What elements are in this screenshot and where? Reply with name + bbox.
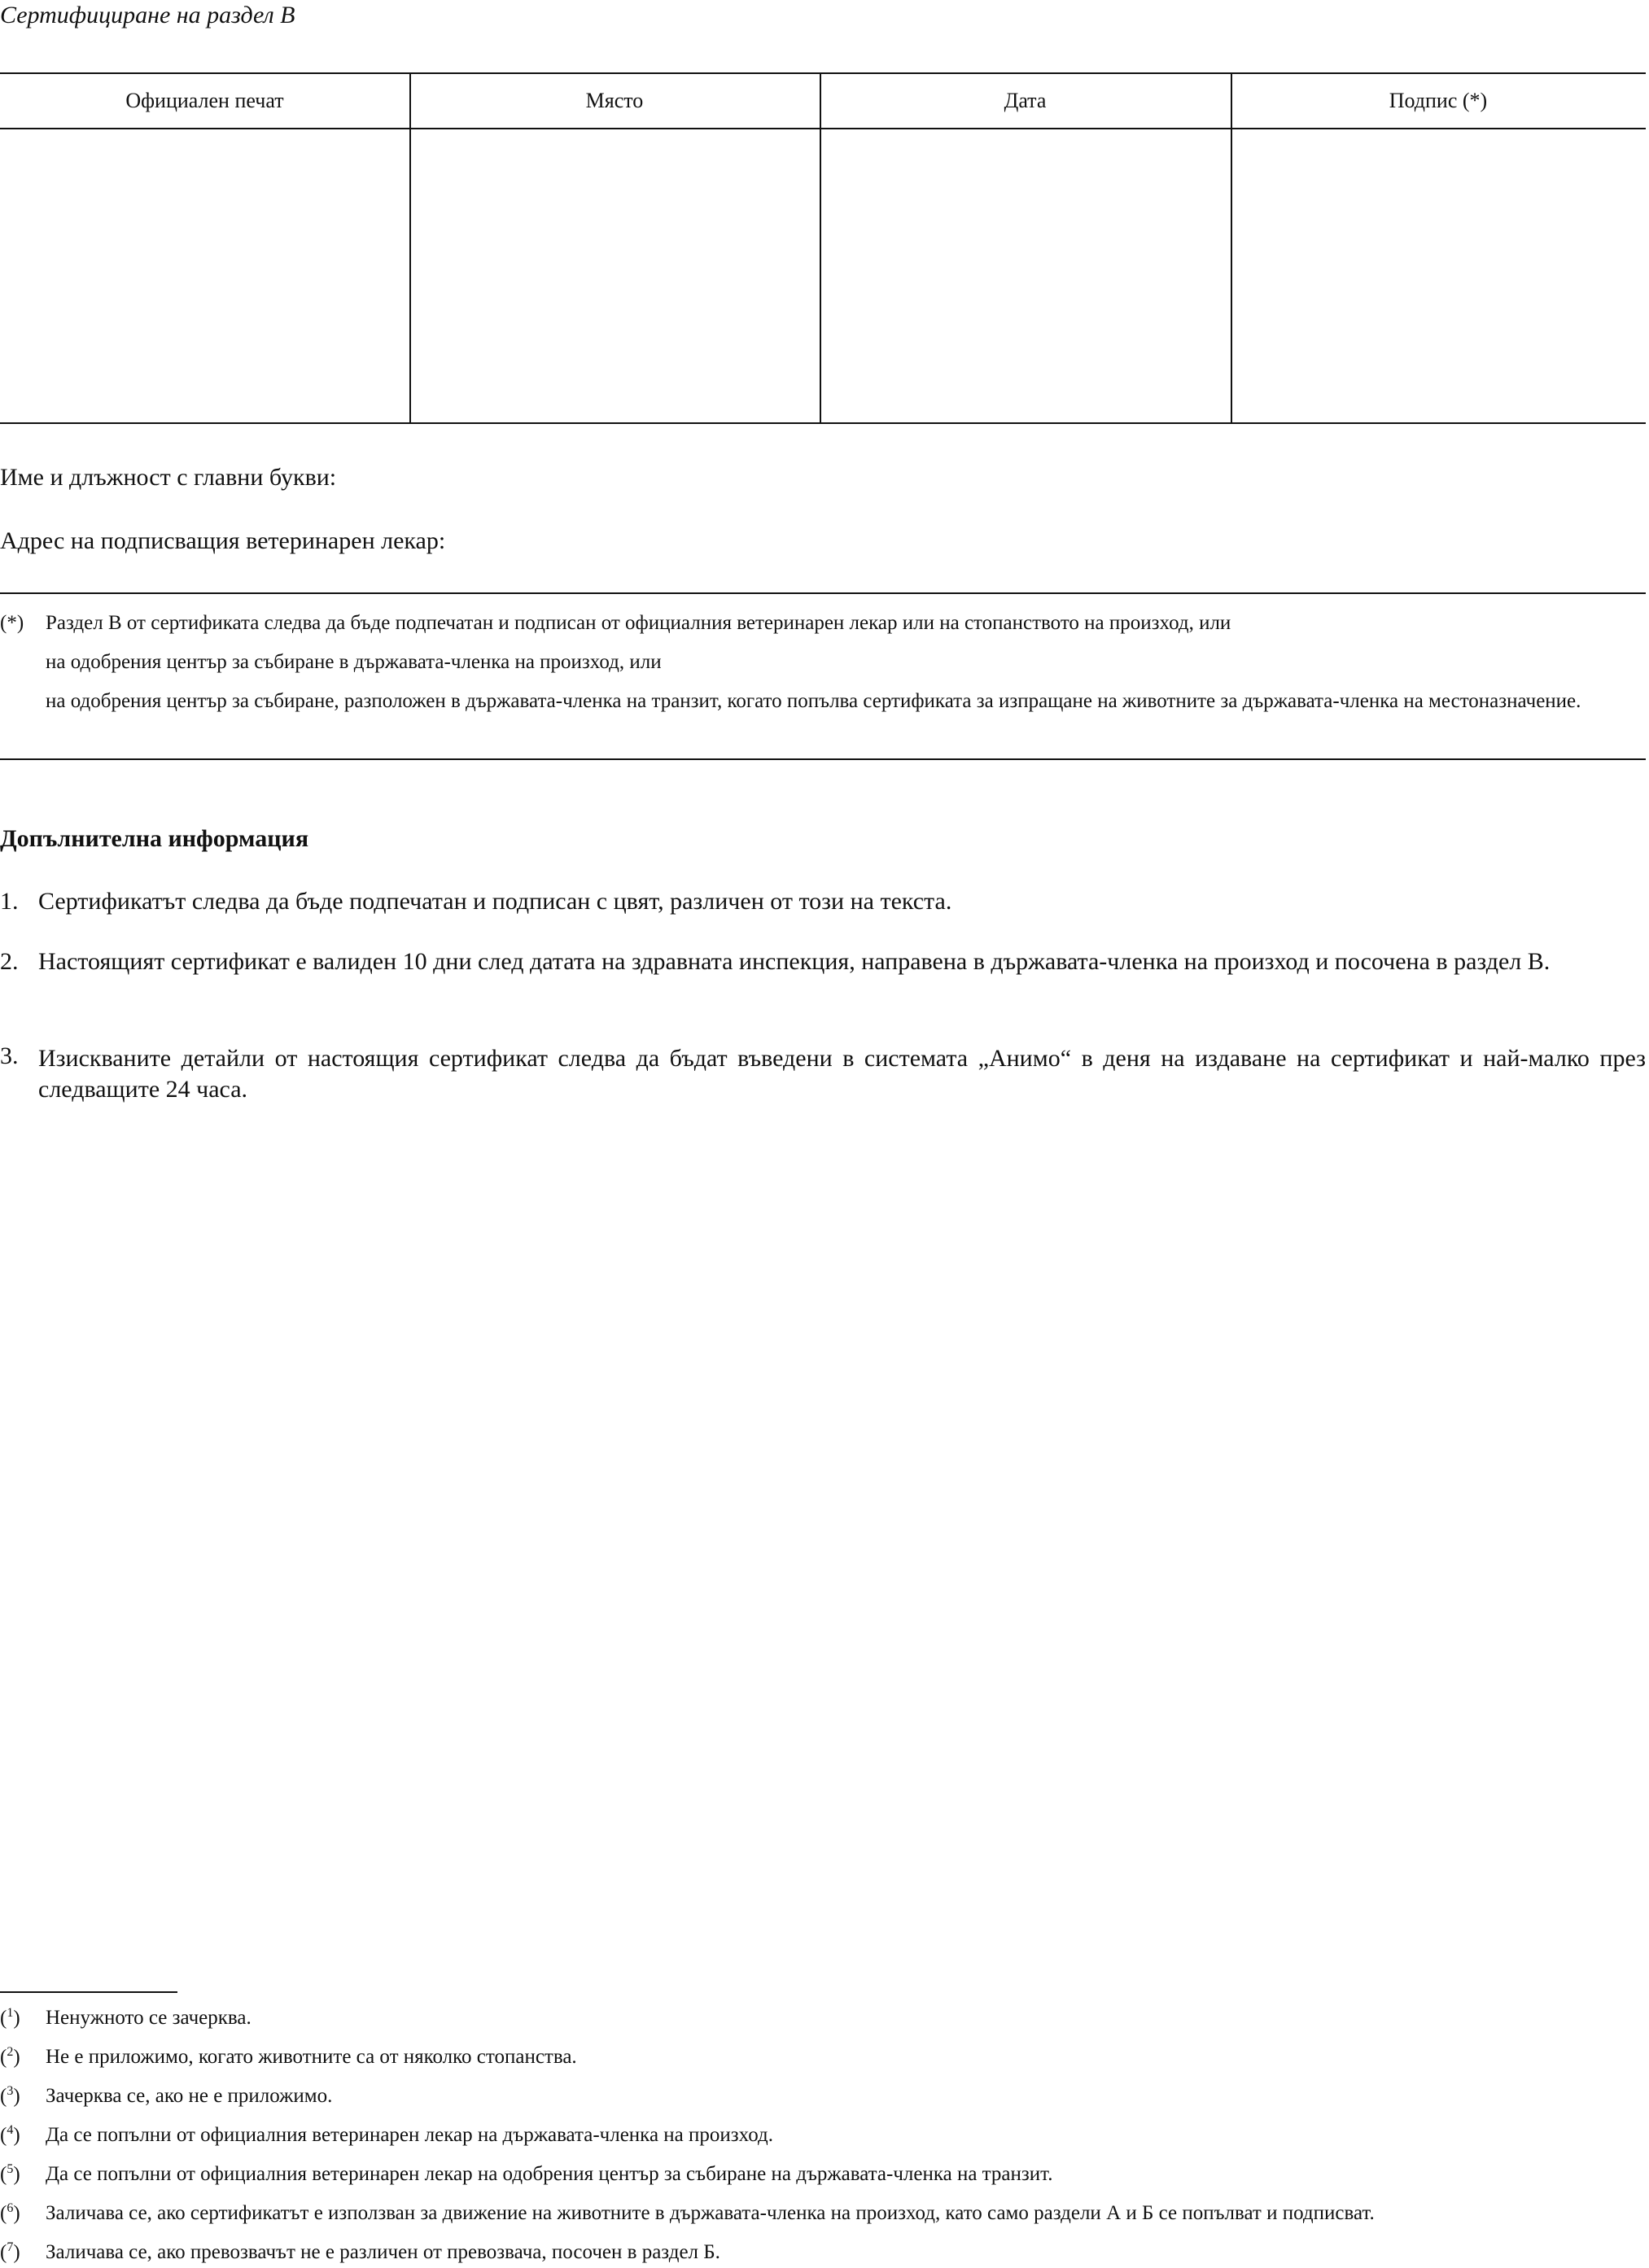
footnote-text: Ненужното се зачерква.: [46, 2007, 252, 2029]
cell-place[interactable]: [412, 131, 818, 422]
table-header-rule: [0, 128, 1646, 129]
list-item-text-continuation: следващите 24 часа.: [38, 1076, 248, 1103]
footnote-text: Заличава се, ако превозвачът не е различен от превозвача, посочен в раздел Б.: [46, 2241, 720, 2263]
note-line: на одобрения център за събиране, разположен в държавата-членка на транзит, когато попълва сертификата за изпращане на животните за държавата-членка на местоназначение.: [46, 690, 1581, 712]
footnote-marker: ($^3$): [0, 2084, 20, 2108]
footnote-text: Да се попълни от официалния ветеринарен лекар на държавата-членка на произход.: [46, 2124, 773, 2146]
additional-info-heading: Допълнителна информация: [0, 825, 309, 852]
note-bottom-rule: [0, 758, 1646, 760]
column-header-signature: Подпис (*): [1389, 89, 1488, 112]
list-item-number: 3.: [0, 1042, 19, 1069]
footnote-marker: ($^2$): [0, 2045, 20, 2069]
column-header-date: Дата: [1004, 89, 1047, 112]
note-line: на одобрения център за събиране в държавата-членка на произход, или: [46, 651, 662, 673]
certification-table: [0, 72, 1646, 424]
footnote-text: Да се попълни от официалния ветеринарен лекар на одобрения център за събиране на държавата-членка на транзит.: [46, 2163, 1053, 2185]
footnote-marker: ($^5$): [0, 2162, 20, 2186]
footnote-separator: [0, 1991, 177, 1993]
note-top-rule: [0, 592, 1646, 594]
column-header-place: Място: [585, 89, 644, 112]
footnote-marker: ($^7$): [0, 2240, 20, 2264]
vet-address-label: Адрес на подписващия ветеринарен лекар:: [0, 527, 446, 554]
section-title: Сертифициране на раздел В: [0, 2, 295, 28]
list-item-text: Настоящият сертификат е валиден 10 дни след датата на здравната инспекция, направена в държавата-членка на произход и посочена в раздел В.: [38, 948, 1551, 975]
footnote-text: Зачерква се, ако не е приложимо.: [46, 2085, 333, 2107]
footnote-text: Заличава се, ако сертификатът е използван за движение на животните в държавата-членка на произход, като само раздели А и Б се попълват и подписват.: [46, 2202, 1375, 2224]
cell-signature[interactable]: [1233, 131, 1644, 422]
name-and-position-label: Име и длъжност с главни букви:: [0, 464, 337, 491]
cell-date[interactable]: [822, 131, 1229, 422]
footnote-marker: ($^6$): [0, 2201, 20, 2225]
footnote-marker: ($^4$): [0, 2123, 20, 2147]
list-item-text: Изискваните детайли от настоящия сертификат следва да бъдат въведени в системата „Анимо“ в деня на издаване на сертификат и най-малко през: [38, 1045, 1646, 1072]
cell-official-stamp[interactable]: [2, 131, 408, 422]
note-line: Раздел В от сертификата следва да бъде подпечатан и подписан от официалния ветеринарен лекар или на стопанството на произход, или: [46, 612, 1231, 634]
list-item-number: 2.: [0, 948, 19, 975]
footnote-marker: ($^1$): [0, 2006, 20, 2030]
note-marker: (*): [0, 612, 24, 634]
list-item-text: Сертификатът следва да бъде подпечатан и подписан с цвят, различен от този на текста.: [38, 888, 952, 915]
column-header-official-stamp: Официален печат: [125, 89, 284, 112]
list-item-number: 1.: [0, 888, 19, 915]
footnote-text: Не е приложимо, когато животните са от няколко стопанства.: [46, 2046, 577, 2068]
